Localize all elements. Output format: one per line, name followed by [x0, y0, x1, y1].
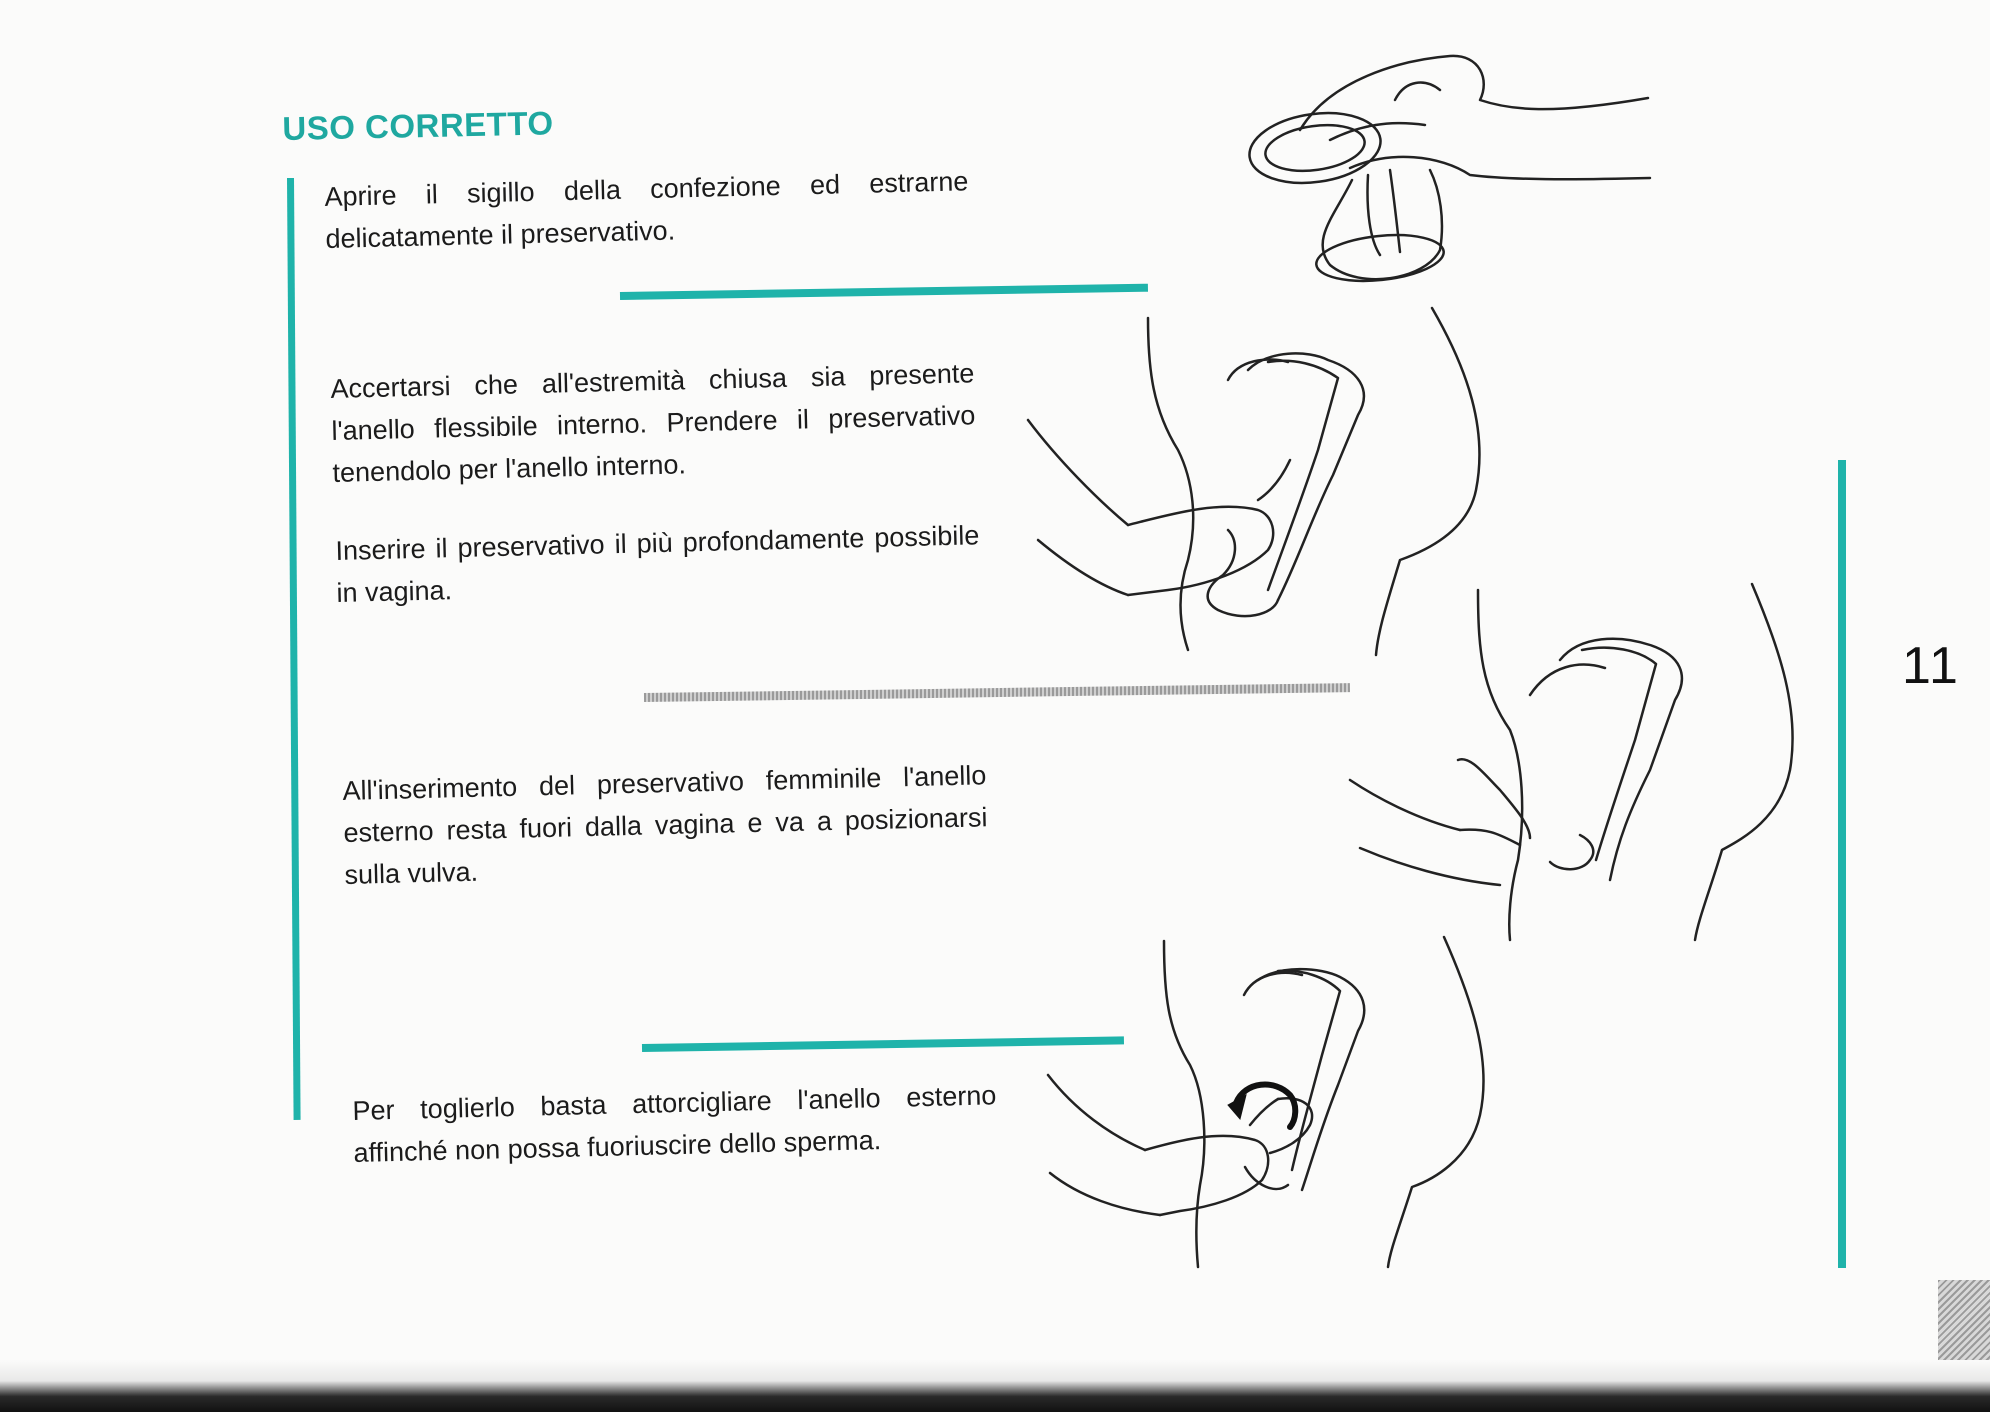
step-1-text [324, 160, 970, 260]
page-corner-fold [1938, 1280, 1990, 1360]
step-4-paragraph: All'inserimento del preservativo femminile l'anello esterno resta fuori dalla vagina e va a posizionarsi sulla vulva. [342, 760, 988, 890]
removal-diagram-illustration [1040, 935, 1520, 1275]
step-2-text [330, 352, 977, 494]
step-1-paragraph: Aprire il sigillo della confezione ed estrarne delicatamente il preservativo. [324, 166, 969, 254]
right-accent-bar [1838, 460, 1846, 1268]
step-5-text [352, 1074, 998, 1174]
page-number: 11 [1902, 637, 1960, 695]
hand-opening-pack-illustration [1240, 40, 1660, 300]
bottom-page-edge [0, 1360, 1990, 1412]
step-2-paragraph: Accertarsi che all'estremità chiusa sia presente l'anello flessibile interno. Prendere il preservativo tenendolo per l'anello interno. [330, 358, 976, 488]
step-4-text [342, 754, 989, 896]
placement-diagram-illustration [1350, 580, 1820, 940]
left-accent-bar [287, 178, 301, 1120]
step-3-text [335, 514, 981, 614]
section-title: USO CORRETTO [282, 104, 554, 147]
step-5-paragraph: Per toglierlo basta attorcigliare l'anello esterno affinché non possa fuoriuscire dello sperma. [352, 1080, 997, 1168]
separator-rule-2 [644, 683, 1350, 702]
separator-rule-1 [620, 284, 1148, 300]
step-3-paragraph: Inserire il preservativo il più profondamente possibile in vagina. [335, 520, 980, 608]
